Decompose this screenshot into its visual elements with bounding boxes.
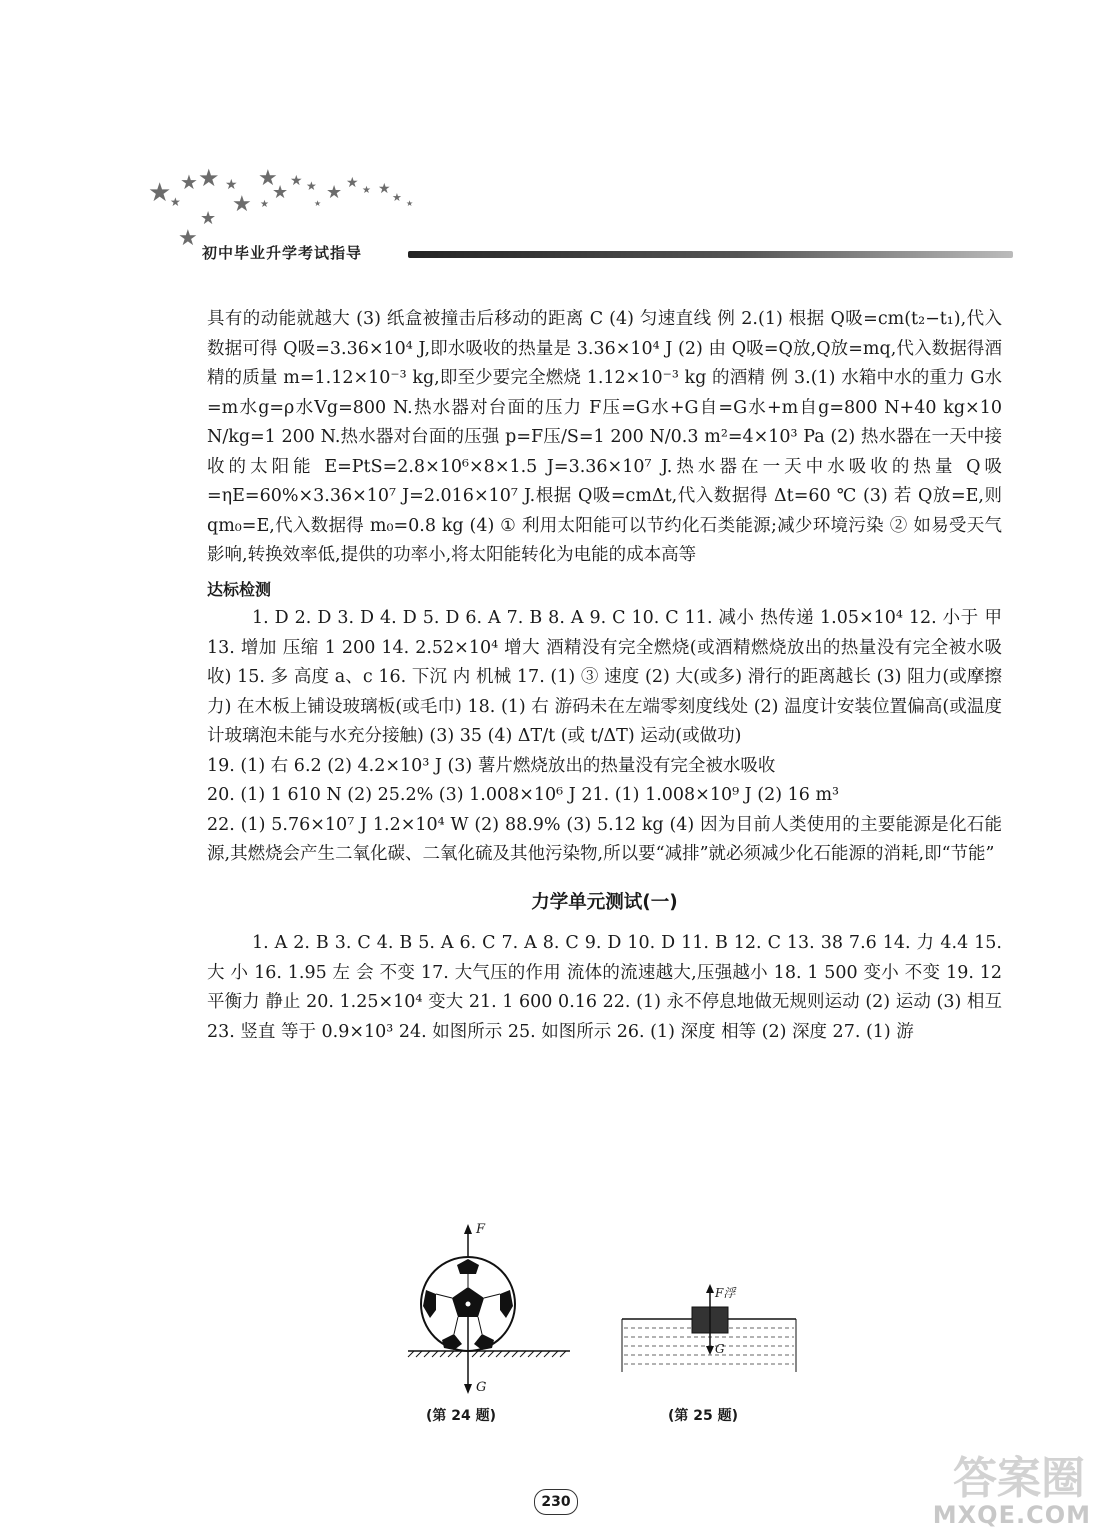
unit-title: 力学单元测试(一): [531, 891, 678, 913]
star-icon: ★: [406, 199, 414, 208]
star-icon: ★: [232, 192, 252, 217]
star-icon: ★: [326, 182, 343, 203]
force-label-f: F: [476, 1222, 486, 1237]
star-icon: ★: [198, 164, 220, 192]
force-label-g: G: [715, 1342, 725, 1356]
page-number: 230: [534, 1489, 578, 1515]
star-icon: ★: [314, 199, 322, 208]
page-header: [140, 160, 1020, 270]
figure-25: [620, 1282, 800, 1382]
star-icon: ★: [178, 226, 198, 251]
star-icon: ★: [258, 166, 278, 191]
star-icon: ★: [362, 185, 371, 196]
star-icon: ★: [378, 181, 391, 197]
star-icon: ★: [306, 179, 317, 193]
star-icon: ★: [260, 199, 269, 210]
star-icon: ★: [392, 191, 402, 204]
figure-25-caption: (第 25 题): [668, 1408, 739, 1424]
paragraph: 20. (1) 1 610 N (2) 25.2% (3) 1.008×10⁶ J 21. (1) 1.008×10⁹ J (2) 16 m³: [207, 785, 840, 805]
paragraph: 1. D 2. D 3. D 4. D 5. D 6. A 7. B 8. A 9. C 10. C 11. 减小 热传递 1.05×10⁴ 12. 小于 甲 13. 增加 压缩 1 200 14. 2.52×10⁴ 增大 酒精没有完全燃烧(或酒精燃烧放出的热量没有完全被水吸收) 15. 多 高度 a、c 16. 下沉 内 机械 17. (1) ③ 速度 (2) 大(或多) 滑行的距离越长 (3) 阻力(或摩擦力) 在木板上铺设玻璃板(或毛巾) 18. (1) 右 游码未在左端零刻度线处 (2) 温度计安装位置偏高(或温度计玻璃泡未能与水充分接触) (3) 35 (4) ΔT/t (或 t/ΔT) 运动(或做功): [207, 608, 1002, 746]
header-rule: [408, 251, 1013, 258]
star-icon: ★: [180, 170, 198, 194]
watermark-logo: [932, 1440, 1095, 1535]
header-title: 初中毕业升学考试指导: [202, 244, 363, 262]
force-label-g: G: [476, 1380, 487, 1395]
star-icon: ★: [290, 173, 303, 189]
watermark-logo-text: 答案圈: [953, 1453, 1085, 1504]
paragraph: 19. (1) 右 6.2 (2) 4.2×10³ J (3) 薯片燃烧放出的热量没有完全被水吸收: [207, 755, 776, 776]
force-label-f-buoyant: F浮: [715, 1286, 736, 1300]
star-icon: ★: [346, 175, 359, 191]
star-icon: ★: [225, 177, 238, 193]
soccer-ball-diagram: [400, 1222, 580, 1402]
section-title: 达标检测: [207, 579, 272, 599]
paragraph: 1. A 2. B 3. C 4. B 5. A 6. C 7. A 8. C 9. D 10. D 11. B 12. C 13. 38 7.6 14. 力 4.4 15. 大 小 16. 1.95 左 会 不变 17. 大气压的作用 流体的流速越大,压强越小 18. 1 500 变小 不变 19. 12 平衡力 静止 20. 1.25×10⁴ 变大 21. 1 600 0.16 22. (1) 永不停息地做无规则运动 (2) 运动 (3) 相互 23. 竖直 等于 0.9×10³ 24. 如图所示 25. 如图所示 26. (1) 深度 相等 (2) 深度 27. (1) 游: [207, 933, 1002, 1042]
figure-24-caption: (第 24 题): [426, 1408, 497, 1424]
paragraph: 22. (1) 5.76×10⁷ J 1.2×10⁴ W (2) 88.9% (3) 5.12 kg (4) 因为目前人类使用的主要能源是化石能源,其燃烧会产生二氧化碳、二氧化硫及其他污染物,所以要“减排”就必须减少化石能源的消耗,即“节能”: [207, 814, 1002, 864]
floating-block-diagram: [620, 1282, 800, 1382]
paragraph: 具有的动能就越大 (3) 纸盒被撞击后移动的距离 C (4) 匀速直线 例 2.(1) 根据 Q吸=cm(t₂−t₁),代入数据可得 Q吸=3.36×10⁴ J,即水吸收的热量是 3.36×10⁴ J (2) 由 Q吸=Q放,Q放=mq,代入数据得酒精的质量 m=1.12×10⁻³ kg,即至少要完全燃烧 1.12×10⁻³ kg 的酒精 例 3.(1) 水箱中水的重力 G水=m水g=ρ水Vg=800 N.热水器对台面的压力 F压=G水+G自=G水+m自g=800 N+40 kg×10 N/kg=1 200 N.热水器对台面的压强 p=F压/S=1 200 N/0.3 m²=4×10³ Pa (2) 热水器在一天中接收的太阳能 E=PtS=2.8×10⁶×8×1.5 J=3.36×10⁷ J.热水器在一天中水吸收的热量 Q吸=ηE=60%×3.36×10⁷ J=2.016×10⁷ J.根据 Q吸=cmΔt,代入数据得 Δt=60 ℃ (3) 若 Q放=E,则 qm₀=E,代入数据得 m₀=0.8 kg (4) ① 利用太阳能可以节约化石类能源;减少环境污染 ② 如易受天气影响,转换效率低,提供的功率小,将太阳能转化为电能的成本高等: [207, 309, 1002, 565]
figure-24: [400, 1222, 580, 1402]
star-icon: ★: [200, 208, 217, 229]
watermark-site: MXQE.COM: [932, 1501, 1091, 1529]
answer-content: [207, 305, 1002, 1047]
star-icon: ★: [148, 178, 172, 208]
star-icon: ★: [272, 182, 289, 203]
star-icon: ★: [170, 195, 181, 209]
